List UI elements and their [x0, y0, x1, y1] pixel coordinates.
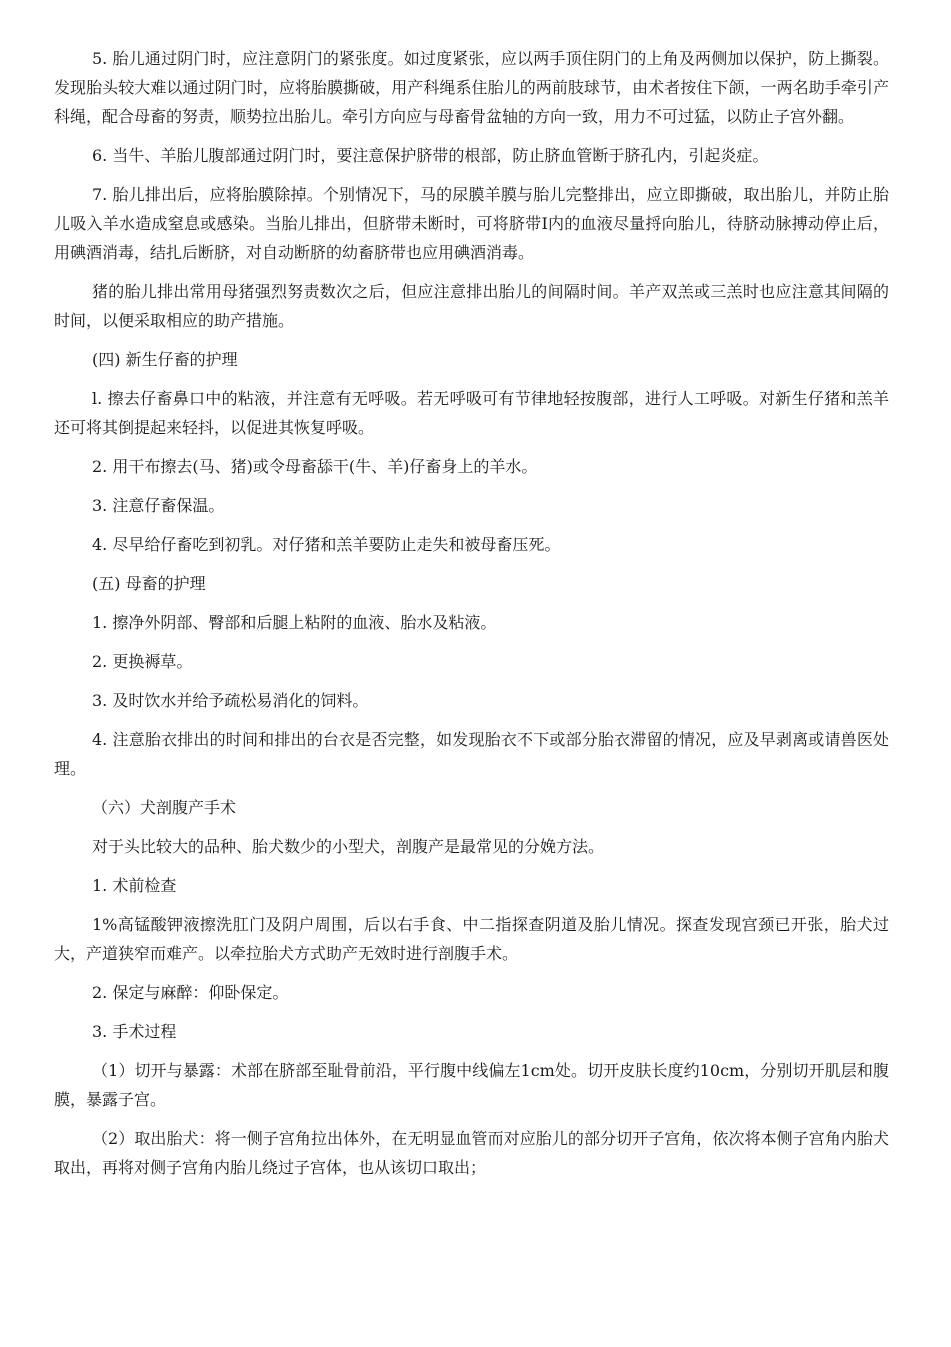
section-heading-dog-cesarean: （六）犬剖腹产手术 — [92, 798, 237, 817]
paragraph-cesarean-intro: 对于头比较大的品种、胎犬数少的小型犬，剖腹产是最常见的分娩方法。 — [92, 837, 605, 856]
subheading-preop-exam: 1. 术前检查 — [92, 876, 177, 895]
section-heading-newborn-care: (四) 新生仔畜的护理 — [92, 350, 238, 369]
paragraph-mother-2: 2. 更换褥草。 — [92, 652, 193, 671]
paragraph-step-7: 7. 胎儿排出后，应将胎膜除掉。个别情况下，马的尿膜羊膜与胎儿完整排出，应立即撕破，取出胎儿，并防止胎儿吸入羊水造成窒息或感染。当胎儿排出，但脐带未断时，可将脐带I内的血液尽量捋向胎儿，待脐动脉搏动停止后，用碘酒消毒，结扎后断脐，对自动断脐的幼畜脐带也应用碘酒消毒。 — [54, 185, 889, 262]
paragraph-procedure-extraction: （2）取出胎犬：将一侧子宫角拉出体外，在无明显血管而对应胎儿的部分切开子宫角，依次将本侧子宫角内胎犬取出，再将对侧子宫角内胎儿绕过子宫体，也从该切口取出； — [54, 1129, 889, 1177]
paragraph-mother-1: 1. 擦净外阴部、臀部和后腿上粘附的血液、胎水及粘液。 — [92, 613, 497, 632]
paragraph-newborn-4: 4. 尽早给仔畜吃到初乳。对仔猪和羔羊要防止走失和被母畜压死。 — [92, 535, 561, 554]
paragraph-preop-exam: 1%高锰酸钾液擦洗肛门及阴户周围，后以右手食、中二指探查阴道及胎儿情况。探查发现宫颈已开张，胎犬过大，产道狭窄而难产。以牵拉胎犬方式助产无效时进行剖腹手术。 — [54, 915, 889, 963]
paragraph-step-5: 5. 胎儿通过阴门时，应注意阴门的紧张度。如过度紧张，应以两手顶住阴门的上角及两侧加以保护，防上撕裂。发现胎头较大难以通过阴门时，应将胎膜撕破，用产科绳系住胎儿的两前肢球节，由术者按住下颌，一两名助手牵引产科绳，配合母畜的努责，顺势拉出胎儿。牵引方向应与母畜骨盆轴的方向一致，用力不可过猛，以防止子宫外翻。 — [54, 49, 889, 126]
paragraph-pig-note: 猪的胎儿排出常用母猪强烈努责数次之后，但应注意排出胎儿的间隔时间。羊产双羔或三羔时也应注意其间隔的时间，以便采取相应的助产措施。 — [54, 282, 889, 330]
section-heading-mother-care: (五) 母畜的护理 — [92, 574, 206, 593]
paragraph-mother-4: 4. 注意胎衣排出的时间和排出的台衣是否完整，如发现胎衣不下或部分胎衣滞留的情况，应及早剥离或请兽医处理。 — [54, 730, 889, 778]
subheading-procedure: 3. 手术过程 — [92, 1022, 177, 1041]
paragraph-newborn-2: 2. 用干布擦去(马、猪)或令母畜舔干(牛、羊)仔畜身上的羊水。 — [92, 457, 538, 476]
paragraph-mother-3: 3. 及时饮水并给予疏松易消化的饲料。 — [92, 691, 369, 710]
paragraph-newborn-1: l. 擦去仔畜鼻口中的粘液，并注意有无呼吸。若无呼吸可有节律地轻按腹部，进行人工呼吸。对新生仔猪和羔羊还可将其倒提起来轻抖，以促进其恢复呼吸。 — [54, 389, 889, 437]
paragraph-procedure-incision: （1）切开与暴露：术部在脐部至耻骨前沿，平行腹中线偏左1cm处。切开皮肤长度约10cm，分别切开肌层和腹膜，暴露子宫。 — [54, 1061, 889, 1109]
paragraph-step-6: 6. 当牛、羊胎儿腹部通过阴门时，要注意保护脐带的根部，防止脐血管断于脐孔内，引起炎症。 — [92, 146, 769, 165]
subheading-restraint-anesthesia: 2. 保定与麻醉：仰卧保定。 — [92, 983, 289, 1002]
paragraph-newborn-3: 3. 注意仔畜保温。 — [92, 496, 225, 515]
